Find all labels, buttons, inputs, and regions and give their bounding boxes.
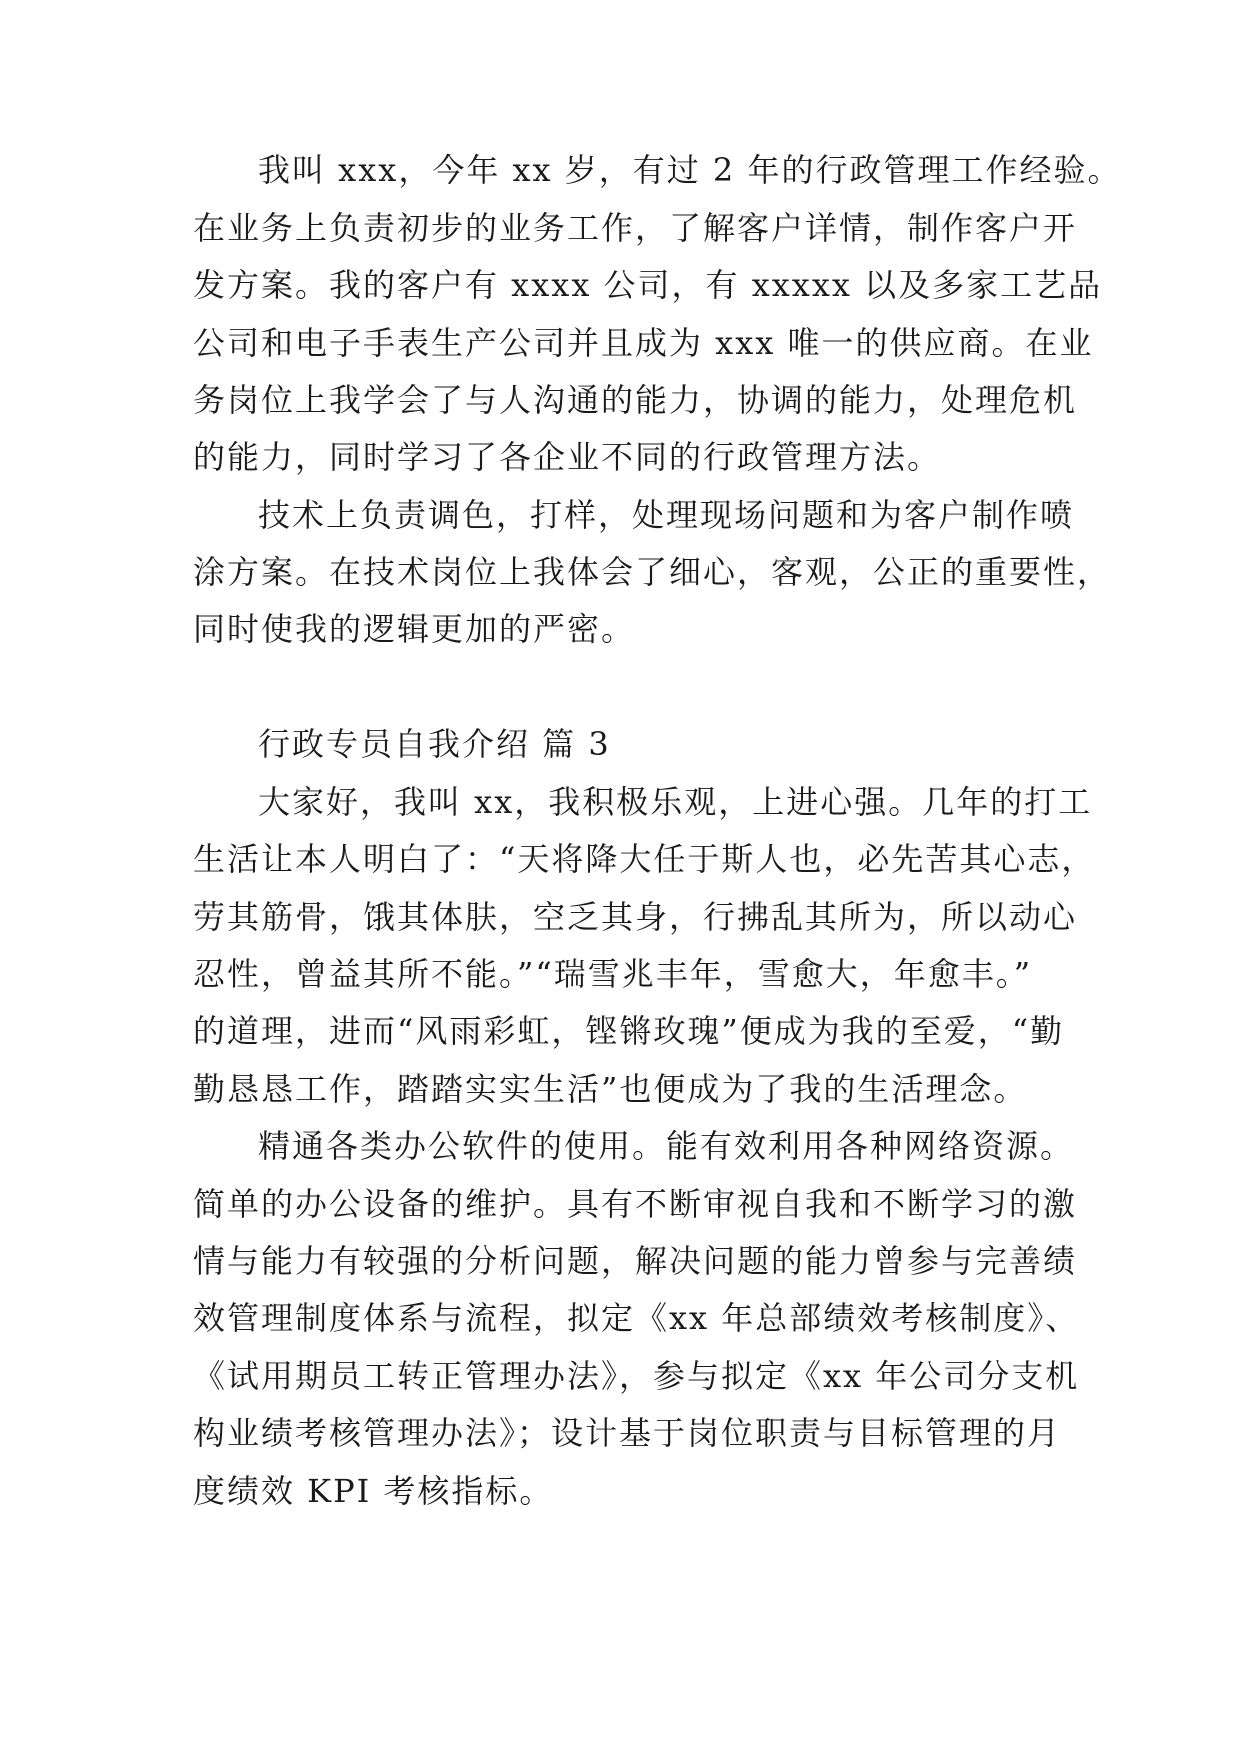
paragraph-4-line-2: 简单的办公设备的维护。具有不断审视自我和不断学习的激	[193, 1185, 1078, 1223]
paragraph-4-line-3: 情与能力有较强的分析问题，解决问题的能力曾参与完善绩	[193, 1242, 1078, 1280]
paragraph-4-line-1: 精通各类办公软件的使用。能有效利用各种网络资源。	[258, 1127, 1075, 1165]
paragraph-3-line-6: 勤恳恳工作，踏踏实实生活”也便成为了我的生活理念。	[193, 1070, 1028, 1108]
paragraph-1-line-4: 公司和电子手表生产公司并且成为 xxx 唯一的供应商。在业	[193, 324, 1094, 362]
paragraph-1-line-2: 在业务上负责初步的业务工作，了解客户详情，制作客户开	[193, 209, 1078, 247]
paragraph-2-line-2: 涂方案。在技术岗位上我体会了细心，客观，公正的重要性，	[193, 553, 1112, 591]
paragraph-4-line-6: 构业绩考核管理办法》；设计基于岗位职责与目标管理的月	[193, 1414, 1062, 1452]
paragraph-3-line-3: 劳其筋骨，饿其体肤，空乏其身，行拂乱其所为，所以动心	[193, 898, 1078, 936]
paragraph-4-line-7: 度绩效 KPI 考核指标。	[193, 1472, 554, 1510]
paragraph-3-line-2: 生活让本人明白了：“天将降大任于斯人也，必先苦其心志，	[193, 840, 1096, 878]
paragraph-1-line-1: 我叫 xxx，今年 xx 岁，有过 2 年的行政管理工作经验。	[258, 151, 1122, 189]
paragraph-4-line-5: 《试用期员工转正管理办法》，参与拟定《xx 年公司分支机	[193, 1357, 1080, 1395]
paragraph-3-line-4: 忍性，曾益其所不能。”“瑞雪兆丰年，雪愈大，年愈丰。”	[193, 955, 1033, 993]
paragraph-2-line-3: 同时使我的逻辑更加的严密。	[193, 610, 636, 648]
paragraph-3-line-5: 的道理，进而“风雨彩虹，铿锵玫瑰”便成为我的至爱，“勤	[193, 1012, 1065, 1050]
paragraph-2-line-1: 技术上负责调色，打样，处理现场问题和为客户制作喷	[258, 496, 1075, 534]
paragraph-1-line-6: 的能力，同时学习了各企业不同的行政管理方法。	[193, 438, 942, 476]
paragraph-1-line-5: 务岗位上我学会了与人沟通的能力，协调的能力，处理危机	[193, 381, 1078, 419]
section-heading: 行政专员自我介绍 篇 3	[258, 725, 611, 763]
paragraph-1-line-3: 发方案。我的客户有 xxxx 公司，有 xxxxx 以及多家工艺品	[193, 266, 1103, 304]
paragraph-4-line-4: 效管理制度体系与流程，拟定《xx 年总部绩效考核制度》、	[193, 1299, 1080, 1337]
paragraph-3-line-1: 大家好，我叫 xx，我积极乐观，上进心强。几年的打工	[258, 783, 1093, 821]
